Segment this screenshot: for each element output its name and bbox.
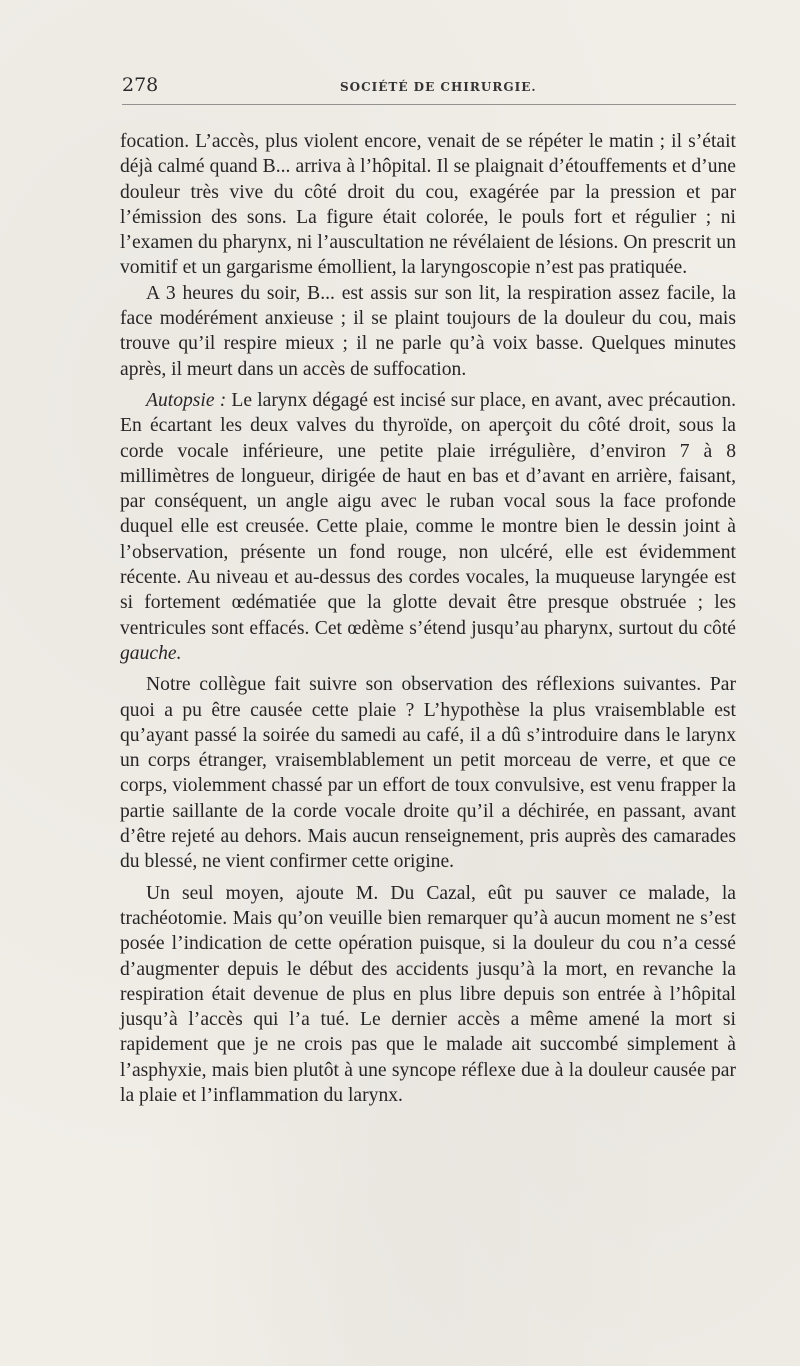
paragraph-autopsy bbox=[120, 388, 736, 666]
autopsy-label: Autopsie : bbox=[146, 389, 227, 411]
running-head: SOCIÉTÉ DE CHIRURGIE. bbox=[340, 80, 537, 94]
paragraph-conclusion: Un seul moyen, ajoute M. Du Cazal, eût pu sauver ce malade, la trachéotomie. Mais qu’on veuille bien remarquer qu’à aucun moment ne s’est posée l’indication de cette opération puisque, si la douleur du cou n’a cessé d’augmenter depuis le début des accidents jusqu’à la mort, en revanche la respiration était devenue de plus en plus libre depuis son entrée à l’hôpital jusqu’à l’accès qui l’a tué. Le dernier accès a même amené la mort si rapidement que je ne crois pas que le malade ait succombé simplement à l’asphyxie, mais bien plutôt à une syncope réflexe due à la douleur causée par la plaie et l’inflammation du larynx. bbox=[120, 882, 736, 1106]
page-header bbox=[122, 74, 732, 100]
paragraph-reflections: Notre collègue fait suivre son observation des réflexions suivantes. Par quoi a pu être causée cette plaie ? L’hypothèse la plus vraisemblable est qu’ayant passé la soirée du samedi au café, il a dû s’introduire dans le larynx un corps étranger, vraisemblablement un petit morceau de verre, et que ce corps, violemment chassé par un effort de toux convulsive, est venu frapper la partie saillante de la corde vocale droite qu’il a déchirée, en passant, avant d’être rejeté au dehors. Mais aucun renseignement, pris auprès des camarades du blessé, ne vient confirmer cette origine. bbox=[120, 674, 736, 873]
paragraph-continuation: focation. L’accès, plus violent encore, venait de se répéter le matin ; il s’était déjà calmé quand B... arriva à l’hôpital. Il se plaignait d’étouffements et d’une douleur très vive du côté droit du cou, exagérée par la pression et par l’émission des sons. La figure était colorée, le pouls fort et régulier ; ni l’examen du pharynx, ni l’auscultation ne révélaient de lésions. On prescrit un vomitif et un gargarisme émollient, la laryngoscopie n’est pas pratiquée. bbox=[120, 131, 736, 279]
autopsy-italic-end: gauche. bbox=[120, 642, 182, 664]
header-rule bbox=[122, 104, 736, 105]
autopsy-text: Le larynx dégagé est incisé sur place, en avant, avec précaution. En écartant les deux valves du thyroïde, on aperçoit du côté droit, sous la corde vocale inférieure, une petite plaie irrégulière, d’environ 7 à 8 millimètres de longueur, dirigée de haut en bas et d’avant en arrière, faisant, par conséquent, un angle aigu avec le ruban vocal sous la face profonde duquel elle est creusée. Cette plaie, comme le montre bien le dessin joint à l’observation, présente un fond rouge, non ulcéré, elle est évidemment récente. Au niveau et au-dessus des cordes vocales, la muqueuse laryngée est si fortement œdématiée que la glotte devait être presque obstruée ; les ventricules sont effacés. Cet œdème s’étend jusqu’au pharynx, surtout du côté bbox=[120, 389, 736, 639]
paragraph-afternoon: A 3 heures du soir, B... est assis sur son lit, la respiration assez facile, la face modérément anxieuse ; il se plaint toujours de la douleur du cou, mais trouve qu’il respire mieux ; il ne parle qu’à voix basse. Quelques minutes après, il meurt dans un accès de suffocation. bbox=[120, 282, 736, 380]
page-number: 278 bbox=[122, 74, 159, 96]
body-text bbox=[120, 129, 736, 1108]
